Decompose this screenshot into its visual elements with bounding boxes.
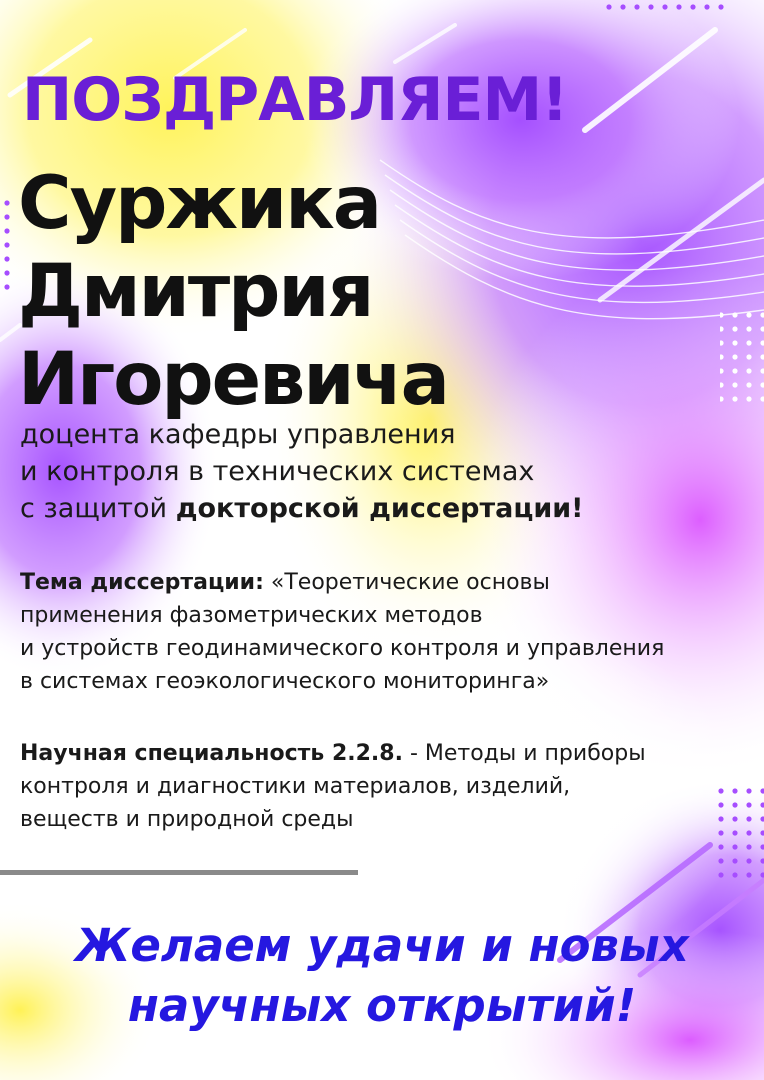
topic-line-1 — [20, 566, 760, 599]
topic-line-2: применения фазометрических методов — [20, 603, 483, 628]
name-first-name: Дмитрия — [18, 249, 373, 334]
spec-label: Научная специальность 2.2.8. — [20, 741, 403, 766]
headline-congratulations: ПОЗДРАВЛЯЕМ! — [22, 65, 568, 135]
wish-line-2: научных открытий! — [127, 979, 637, 1032]
position-line-2: и контроля в технических системах — [20, 456, 535, 487]
topic-line-1-text: «Теоретические основы — [263, 570, 550, 595]
scientific-specialty — [20, 737, 720, 836]
divider-line — [0, 870, 358, 875]
spec-line-2: контроля и диагностики материалов, изделий, — [20, 774, 571, 799]
topic-line-3: и устройств геодинамического контроля и управления — [20, 636, 665, 661]
spec-line-1-text: - Методы и приборы — [402, 741, 646, 766]
wishes-text — [0, 916, 764, 1036]
position-line-3-prefix: с защитой — [20, 493, 176, 524]
spec-line-3: веществ и природной среды — [20, 807, 354, 832]
position-text — [20, 416, 584, 527]
position-line-3 — [20, 490, 584, 527]
spec-line-1 — [20, 737, 720, 770]
doctoral-dissertation-label: докторской диссертации! — [175, 493, 584, 524]
topic-line-4: в системах геоэкологического мониторинга» — [20, 669, 550, 694]
wish-line-1: Желаем удачи и новых — [75, 919, 689, 972]
name-surname: Суржика — [18, 161, 381, 246]
position-line-1: доцента кафедры управления — [20, 419, 456, 450]
name-patronymic: Игоревича — [18, 337, 448, 422]
topic-label: Тема диссертации: — [20, 570, 264, 595]
dissertation-topic — [20, 566, 760, 698]
